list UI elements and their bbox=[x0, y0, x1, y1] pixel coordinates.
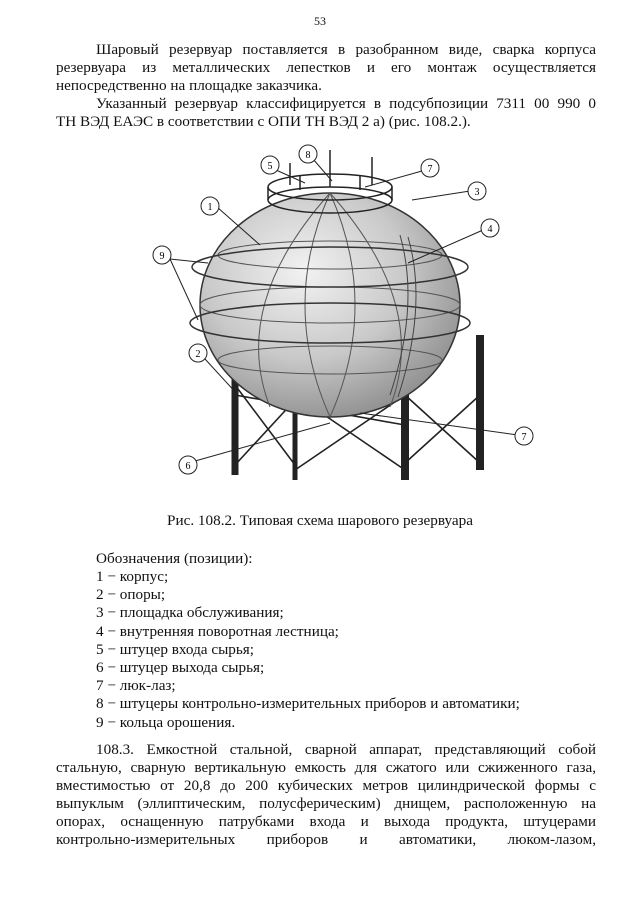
legend-item: 3 − площадка обслуживания; bbox=[96, 604, 284, 622]
legend-item: 9 − кольца орошения. bbox=[96, 713, 236, 731]
legend-item: 6 − штуцер выхода сырья; bbox=[96, 659, 265, 677]
text-line: вместимостью от 20,8 до 200 кубических метров цилиндрической формы с bbox=[56, 777, 596, 794]
text-line: ТН ВЭД ЕАЭС в соответствии с ОПИ ТН ВЭД 2 а) (рис. 108.2.). bbox=[56, 113, 471, 130]
text-line: резервуара из металлических лепестков и его монтаж осуществляется bbox=[56, 59, 596, 76]
text-line: опорах, оснащенную патрубками входа и выхода продукта, штуцерами bbox=[56, 813, 596, 830]
section-108-3 bbox=[56, 741, 596, 849]
callout-7-top bbox=[365, 159, 439, 187]
text-line: контрольно-измерительных приборов и автоматики, люком-лазом, bbox=[56, 831, 596, 848]
svg-text:4: 4 bbox=[487, 224, 493, 235]
svg-text:5: 5 bbox=[267, 161, 273, 172]
page-number: 53 bbox=[314, 14, 326, 28]
callout-3 bbox=[412, 182, 486, 200]
text-line: Указанный резервуар классифицируется в подсубпозиции 7311 00 990 0 bbox=[96, 95, 596, 112]
legend-item: 2 − опоры; bbox=[96, 586, 166, 604]
svg-text:8: 8 bbox=[305, 150, 311, 161]
svg-text:3: 3 bbox=[474, 187, 480, 198]
svg-text:1: 1 bbox=[207, 202, 213, 213]
spherical-tank-figure bbox=[150, 145, 527, 490]
legend-item: 4 − внутренняя поворотная лестница; bbox=[96, 622, 339, 640]
legend-title: Обозначения (позиции): bbox=[96, 550, 253, 567]
intro-paragraph bbox=[56, 41, 596, 95]
legend-item: 8 − штуцеры контрольно-измерительных приборов и автоматики; bbox=[96, 695, 520, 713]
figure-caption: Рис. 108.2. Типовая схема шарового резервуара bbox=[167, 512, 473, 529]
svg-text:7: 7 bbox=[427, 164, 433, 175]
legend-item: 7 − люк-лаз; bbox=[96, 677, 176, 695]
svg-text:9: 9 bbox=[159, 251, 165, 262]
legend-item: 1 − корпус; bbox=[96, 568, 169, 585]
callout-6 bbox=[179, 423, 330, 474]
legend-item: 5 − штуцер входа сырья; bbox=[96, 640, 255, 658]
text-line: выпуклым (эллиптическим, полусферическим) днищем, расположенную на bbox=[56, 795, 596, 812]
text-line: 108.3. Емкостной стальной, сварной аппарат, представляющий собой bbox=[96, 741, 596, 758]
text-line: стальную, сварную вертикальную емкость для сжатого или сжиженного газа, bbox=[56, 759, 596, 776]
tank-drawing bbox=[150, 145, 527, 490]
callout-7-bottom bbox=[360, 413, 533, 445]
classification-paragraph bbox=[56, 95, 596, 131]
text-line: Шаровый резервуар поставляется в разобранном виде, сварка корпуса bbox=[96, 41, 596, 58]
svg-text:2: 2 bbox=[195, 349, 201, 360]
svg-text:7: 7 bbox=[521, 432, 527, 443]
svg-text:6: 6 bbox=[185, 461, 191, 472]
text-line: непосредственно на площадке заказчика. bbox=[56, 77, 322, 94]
legend-list bbox=[96, 568, 520, 732]
